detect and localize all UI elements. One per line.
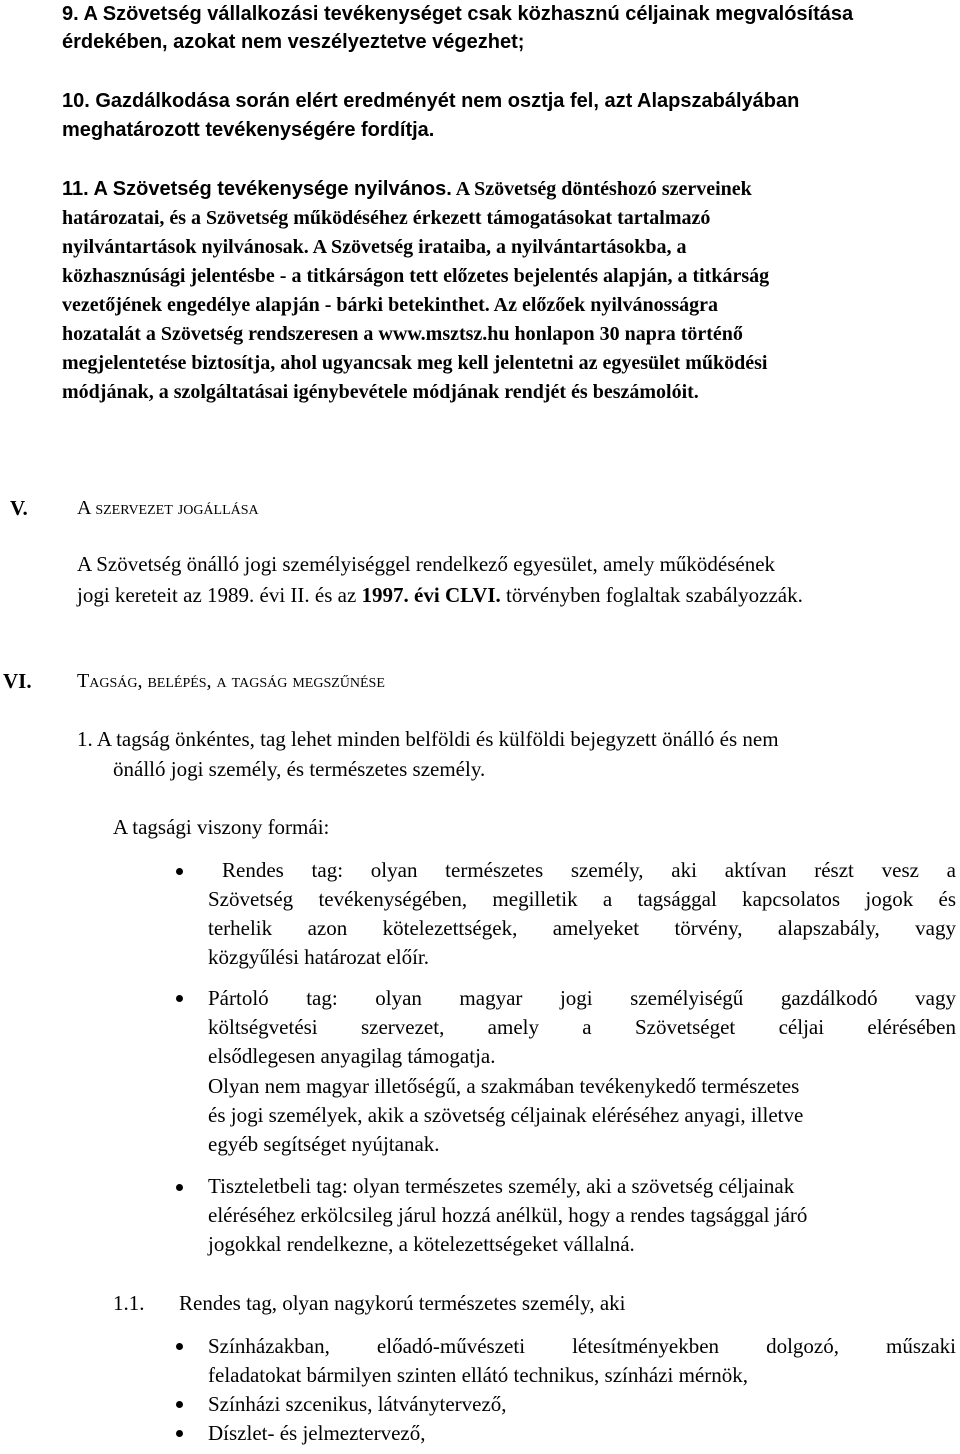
bullet-2-line-3: elsődlegesen anyagilag támogatja. [208, 1044, 496, 1068]
subsection-1-1-number: 1.1. [113, 1291, 145, 1315]
item-11-line-6: hozatalát a Szövetség rendszeresen a www.msztsz.hu honlapon 30 napra történő [62, 323, 743, 345]
item-11-line-3 [62, 234, 687, 260]
item-11-line-1a: 11. A Szövetség tevékenysége nyilvános. [62, 178, 452, 200]
section-vi-title: Tagság, belépés, a tagság megszűnése [77, 670, 385, 692]
section-v-law-ref: 1997. évi CLVI. [361, 583, 501, 607]
item-11-line-3a: nyilvántartások nyilvánosak. [62, 236, 309, 258]
item-9-line-1: 9. A Szövetség vállalkozási tevékenységet csak közhasznú céljainak megvalósítása [62, 3, 854, 25]
sub-bullet-2: Színházi szcenikus, látványtervező, [208, 1392, 507, 1416]
bullet-2-line-5: és jogi személyek, akik a szövetség céljainak eléréséhez anyagi, illetve [208, 1103, 804, 1127]
sub-bullet-3: Díszlet- és jelmeztervező, [208, 1421, 426, 1445]
bullet-icon [176, 1343, 183, 1350]
item-11-line-4: közhasznúsági jelentésbe - a titkárságon tett előzetes bejelentés alapján, a titkárság [62, 265, 770, 287]
item-10-line-2: meghatározott tevékenységére fordítja. [62, 119, 435, 141]
section-v-text-a: jogi kereteit az 1989. évi II. és az [77, 583, 362, 607]
section-v-title: A szervezet jogállása [77, 497, 259, 519]
sub-bullet-1-line-2: feladatokat bármilyen szinten ellátó technikus, színházi mérnök, [208, 1363, 748, 1387]
section-vi-number: VI. [3, 669, 32, 693]
item-11-line-7: megjelentetése biztosítja, ahol ugyancsak meg kell jelentetni az egyesület működési [62, 352, 768, 374]
item-11-line-2: határozatai, és a Szövetség működéséhez érkezett támogatásokat tartalmazó [62, 207, 711, 229]
membership-item-1-line-2: önálló jogi személy, és természetes személy. [113, 757, 486, 781]
bullet-2-line-1: Pártoló tag: olyan magyar jogi személyiségű gazdálkodó vagy [208, 986, 956, 1010]
item-9-line-2: érdekében, azokat nem veszélyeztetve végezhet; [62, 31, 525, 53]
sub-bullet-1-line-1: Színházakban, előadó-művészeti létesítményekben dolgozó, műszaki [208, 1334, 956, 1358]
bullet-icon [176, 1430, 183, 1437]
subsection-1-1-text: Rendes tag, olyan nagykorú természetes személy, aki [179, 1291, 626, 1315]
bullet-icon [176, 868, 183, 875]
item-11-line-8: módjának, a szolgáltatásai igénybevétele módjának rendjét és beszámolóit. [62, 381, 699, 403]
section-v-number: V. [10, 496, 28, 520]
section-v-paragraph-line-1: A Szövetség önálló jogi személyiséggel rendelkező egyesület, amely működésének [77, 552, 776, 576]
bullet-1-line-3: terhelik azon kötelezettségek, amelyeket törvény, alapszabály, vagy [208, 916, 956, 940]
bullet-3-line-3: jogokkal rendelkezne, a kötelezettségeket vállalná. [208, 1232, 635, 1256]
bullet-2-line-6: egyéb segítséget nyújtanak. [208, 1132, 440, 1156]
membership-item-1-line-1: 1. A tagság önkéntes, tag lehet minden belföldi és külföldi bejegyzett önálló és nem [77, 727, 779, 751]
bullet-1-line-2: Szövetség tevékenységében, megilletik a tagsággal kapcsolatos jogok és [208, 887, 956, 911]
item-11-line-1 [62, 176, 752, 202]
bullet-3-line-1: Tiszteletbeli tag: olyan természetes személy, aki a szövetség céljainak [208, 1174, 795, 1198]
bullet-2-line-2: költségvetési szervezet, amely a Szövetséget céljai elérésében [208, 1015, 956, 1039]
item-10-line-1: 10. Gazdálkodása során elért eredményét nem osztja fel, azt Alapszabályában [62, 90, 800, 112]
item-11-line-3b: A Szövetség irataiba, a nyilvántartásokba, a [312, 236, 687, 258]
bullet-1-line-1: Rendes tag: olyan természetes személy, aki aktívan részt vesz a [222, 858, 956, 882]
bullet-3-line-2: eléréséhez erkölcsileg járul hozzá anélkül, hogy a rendes tagsággal járó [208, 1203, 808, 1227]
bullet-icon [176, 1401, 183, 1408]
bullet-2-line-4: Olyan nem magyar illetőségű, a szakmában tevékenykedő természetes [208, 1074, 800, 1098]
bullet-icon [176, 1184, 183, 1191]
item-11-line-1b: A Szövetség döntéshozó szerveinek [455, 178, 752, 200]
section-v-text-c: törvényben foglaltak szabályozzák. [500, 583, 803, 607]
bullet-1-line-4: közgyűlési határozat előír. [208, 945, 430, 969]
section-v-paragraph-line-2 [77, 582, 803, 608]
item-11-line-5: vezetőjének engedélye alapján - bárki betekinthet. Az előzőek nyilvánosságra [62, 294, 719, 316]
membership-forms-heading: A tagsági viszony formái: [113, 815, 330, 839]
bullet-icon [176, 995, 183, 1002]
